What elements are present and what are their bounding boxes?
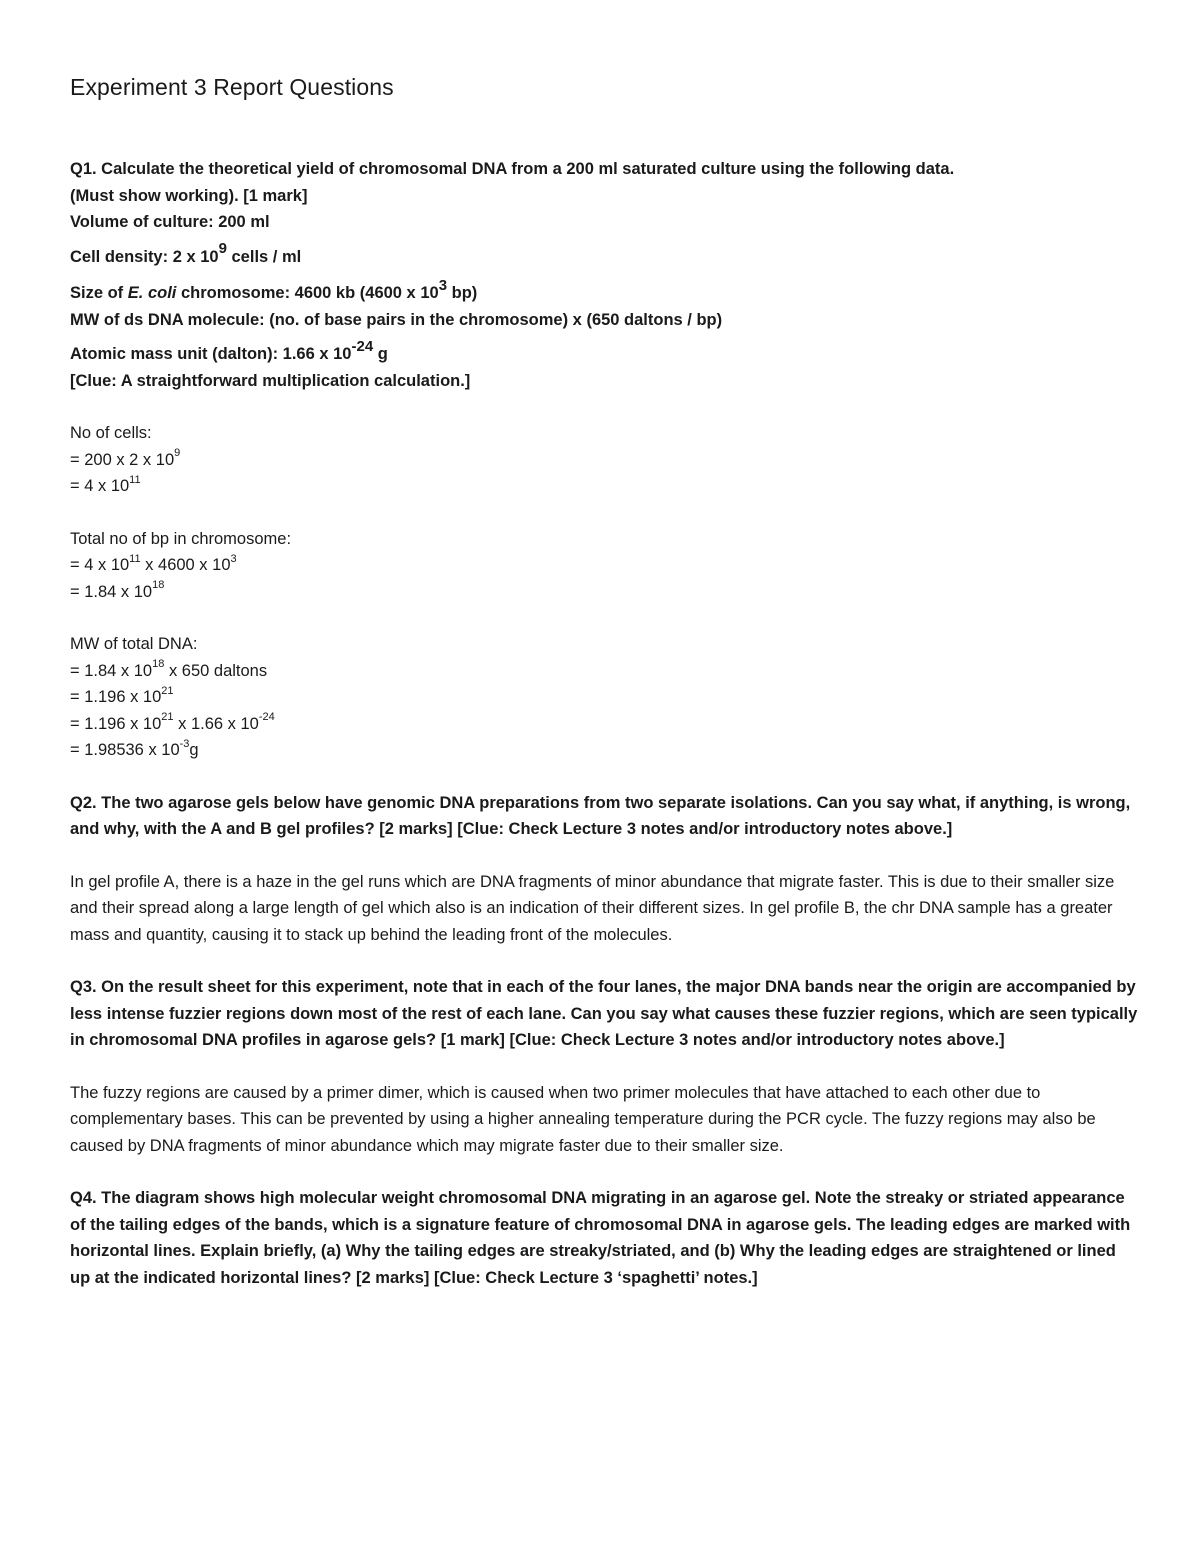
q1-clue: [Clue: A straightforward multiplication calculation.] — [70, 371, 471, 390]
q1-question-line1: Q1. Calculate the theoretical yield of chromosomal DNA from a 200 ml saturated culture using the following data. — [70, 160, 955, 178]
q2-answer: In gel profile A, there is a haze in the gel runs which are DNA fragments of minor abundance that migrate faster. This is due to their smaller size and their spread along a large length of gel which also is an indication of their different sizes. In gel profile B, the chr DNA sample has a greater mass and quantity, causing it to stack up behind the leading front of the molecules. — [70, 872, 1115, 944]
document-page — [70, 74, 1140, 1291]
q1-block — [70, 156, 1140, 394]
q1-mw: MW of ds DNA molecule: (no. of base pairs in the chromosome) x (650 daltons / bp) — [70, 310, 723, 329]
q1-volume: Volume of culture: 200 ml — [70, 213, 270, 231]
q1-question-line2: (Must show working). [1 mark] — [70, 186, 308, 205]
page-title: Experiment 3 Report Questions — [70, 74, 394, 100]
q3-answer: The fuzzy regions are caused by a primer dimer, which is caused when two primer molecules that have attached to each other due to complementary bases. This can be prevented by using a higher annealing temperature during the PCR cycle. The fuzzy regions may also be caused by DNA fragments of minor abundance which may migrate faster due to their smaller size. — [70, 1083, 1096, 1155]
q3-question: Q3. On the result sheet for this experiment, note that in each of the four lanes, the major DNA bands near the origin are accompanied by less intense fuzzier regions down most of the rest of each lane. Can you say what causes these fuzzier regions, which are seen typically in chromosomal DNA profiles in agarose gels? [1 mark] [Clue: Check Lecture 3 notes and/or introductory notes above.] — [70, 978, 1138, 1049]
a1-total-bp: Total no of bp in chromosome: = 4 x $10^{11}$ x 4600 x $10^3$ = 1.84 x $10^{18}$ — [70, 529, 292, 601]
q1-amu: Atomic mass unit (dalton): 1.66 x $10^{-24}$ g — [70, 337, 388, 363]
q4-question: Q4. The diagram shows high molecular weight chromosomal DNA migrating in an agarose gel. Note the streaky or striated appearance of the tailing edges of the bands, which is a signature feature of chromosomal DNA in agarose gels. The leading edges are marked with horizontal lines. Explain briefly, (a) Why the tailing edges are streaky/striated, and (b) Why the leading edges are straightened or lined up at the indicated horizontal lines? [2 marks] [Clue: Check Lecture 3 ‘spaghetti’ notes.] — [70, 1189, 1131, 1287]
a1-cells: No of cells: = 200 x 2 x $10^9$ = 4 x $10^{11}$ — [70, 424, 181, 495]
q1-chromosome-size: Size of E. coli chromosome: 4600 kb (4600 x $10^3$ bp) — [70, 276, 478, 302]
a1-mw-total: MW of total DNA: = 1.84 x $10^{18}$ x 650 daltons = 1.196 x $10^{21}$ = 1.196 x $10^{21}$ x 1.66 x $10^{-24}$ = 1.98536 x $10^{-3}g$ — [70, 635, 275, 759]
q1-density: Cell density: 2 x $10^9$ cells / ml — [70, 240, 302, 266]
q2-question: Q2. The two agarose gels below have genomic DNA preparations from two separate isolations. Can you say what, if anything, is wrong, and why, with the A and B gel profiles? [2 marks] [Clue: Check Lecture 3 notes and/or introductory notes above.] — [70, 793, 1131, 838]
